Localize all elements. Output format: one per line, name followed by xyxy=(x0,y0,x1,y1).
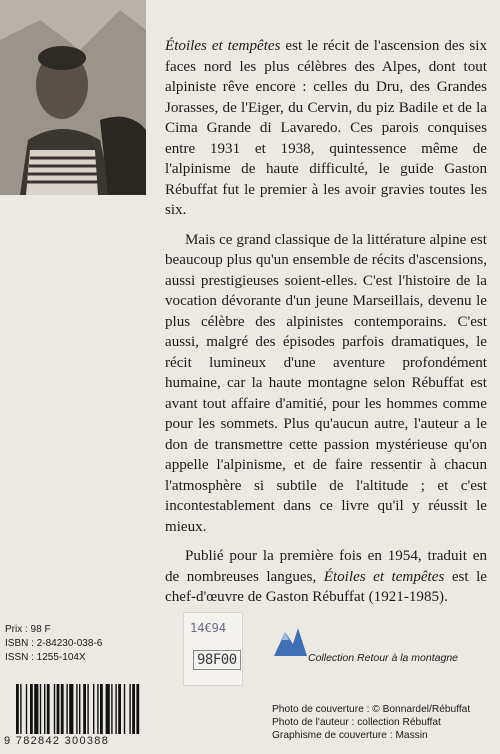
paragraph-3-text-b: est le chef-d'œuvre de Gaston Rébuffat (1921-1985). xyxy=(165,568,487,605)
sticker-price-franc: 98F00 xyxy=(193,650,241,670)
barcode xyxy=(14,684,186,738)
mountain-logo-icon xyxy=(272,622,308,658)
price: Prix : 98 F xyxy=(5,624,51,635)
issn: ISSN : 1255-104X xyxy=(5,652,86,663)
paragraph-3-text-a: Publié pour la première fois en 1954, traduit en de nombreuses langues, xyxy=(165,548,487,585)
paragraph-3 xyxy=(165,546,487,608)
author-photo xyxy=(0,0,146,195)
barcode-number: 9 782842 300388 xyxy=(4,735,110,747)
paragraph-1 xyxy=(165,36,487,221)
barcode-icon xyxy=(14,684,186,738)
back-cover-text xyxy=(165,36,487,617)
collection-label: Collection Retour à la montagne xyxy=(308,652,459,664)
price-isbn-block xyxy=(5,623,102,665)
credit-cover-graphics: Graphisme de couverture : Massin xyxy=(272,729,428,741)
price-sticker xyxy=(183,612,243,686)
book-title: Étoiles et tempêtes xyxy=(323,568,445,585)
author-portrait-icon xyxy=(0,0,146,195)
paragraph-2: Mais ce grand classique de la littérature alpine est beaucoup plus qu'un ensemble de récits d'ascensions, aussi prestigieuses soient-elles. C'est l'histoire de la vocation dévorante d'un jeune Marseillais, devenu le plus célèbre des alpinistes contemporains. C'est aussi, malgré des épisodes parfois dramatiques, le récit lumineux d'une aventure profondément humaine, car la haute montagne selon Rébuffat est avant tout affaire d'amitié, pour les hommes comme pour les sommets. Plus qu'aucun autre, l'auteur a le don de transmettre cette passion mystérieuse qu'on appelle l'alpinisme, et de faire ressentir à chacun l'atmosphère si subtile de l'altitude ; et c'est incontestablement dans ce livre qu'il y réussit le mieux. xyxy=(165,231,487,535)
credit-author-photo: Photo de l'auteur : collection Rébuffat xyxy=(272,716,441,728)
credits xyxy=(272,704,470,742)
sticker-price-euro: 14€94 xyxy=(190,621,227,635)
isbn: ISBN : 2-84230-038-6 xyxy=(5,638,103,649)
credit-cover-photo: Photo de couverture : © Bonnardel/Rébuffat xyxy=(272,704,471,715)
book-title: Étoiles et tempêtes xyxy=(165,38,281,54)
paragraph-1-text: est le récit de l'ascension des six faces nord les plus célèbres des Alpes, dont tout alpiniste rêve encore : celles du Dru, des Grandes Jorasses, de l'Eiger, du Cervin, du piz Badile et de la Cima Grande di Lavaredo. Ces parois conquises entre 1931 et 1938, quintessence même de l'alpinisme de haute difficulté, le guide Gaston Rébuffat fut le premier à les avoir gravies toutes les six. xyxy=(165,38,487,218)
